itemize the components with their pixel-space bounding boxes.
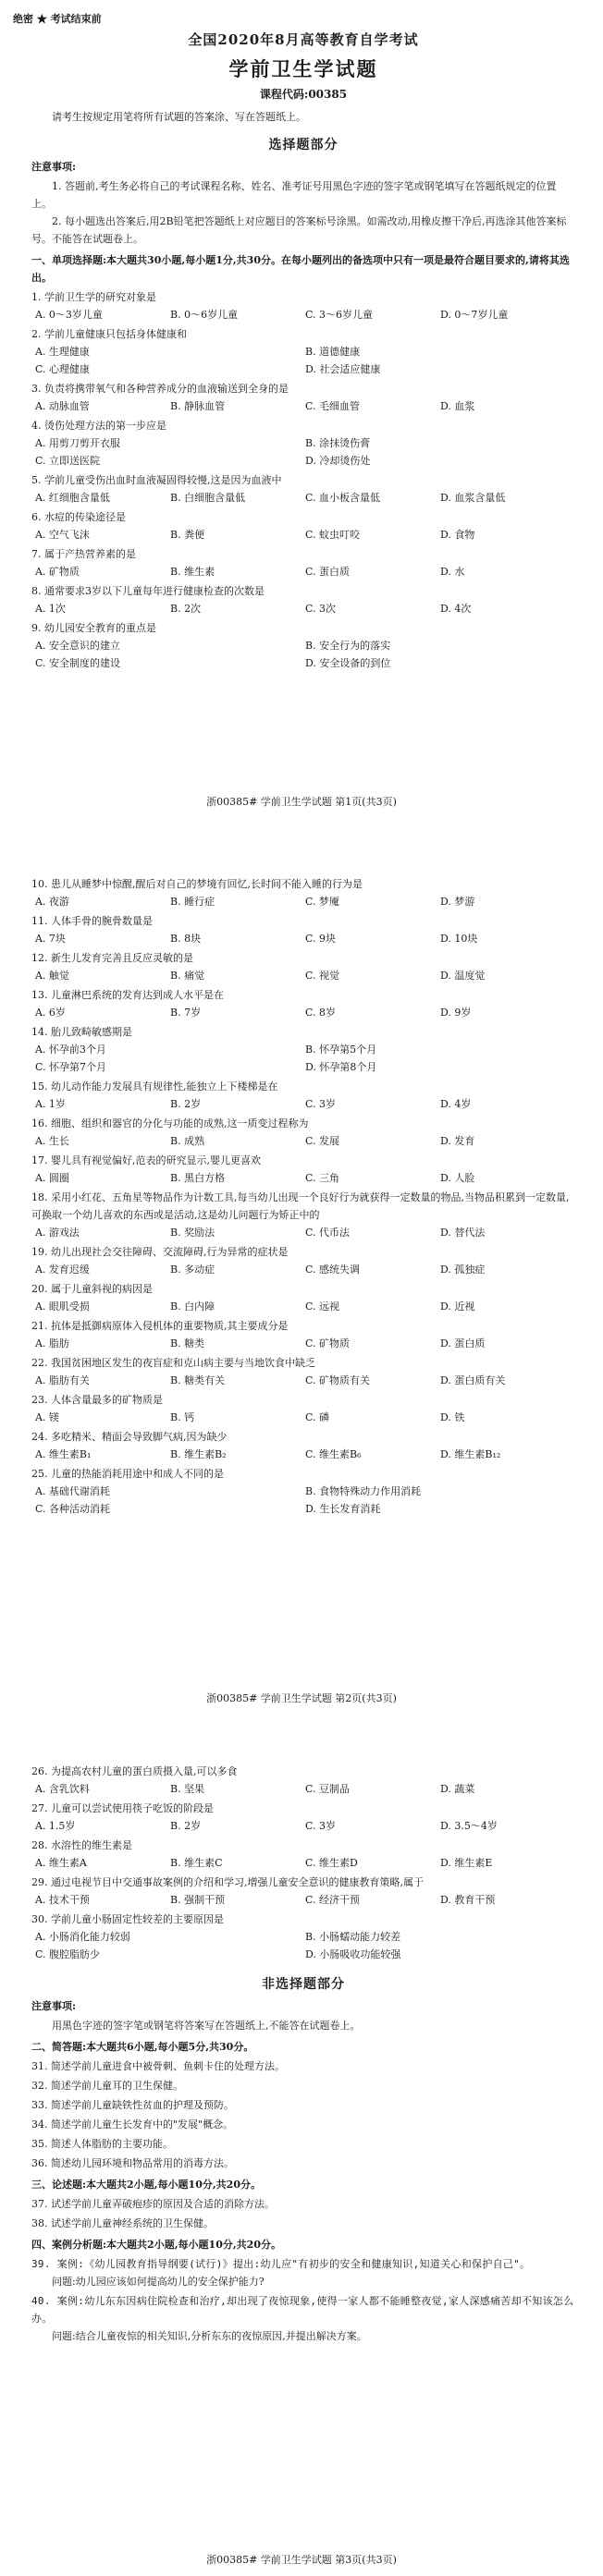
option-d: D. 小肠吸收功能较强 [305, 1948, 401, 1960]
question-options-4 [31, 434, 575, 470]
option-d: D. 铁 [440, 1411, 465, 1423]
page-1 [0, 0, 603, 818]
option-d: D. 蛋白质有关 [440, 1374, 506, 1386]
option-b: B. 钙 [170, 1411, 195, 1423]
short-question-32: 32. 简述学前儿童耳的卫生保健。 [31, 2080, 183, 2092]
question-stem-25: 25. 儿童的热能消耗用途中和成人不同的是 [31, 1468, 224, 1480]
page-footer: 浙00385# 学前卫生学试题 第3页(共3页) [206, 2554, 397, 2566]
option-c: C. 腹腔脂肪少 [35, 1948, 101, 1960]
option-a: A. 1岁 [35, 1098, 66, 1110]
option-d: D. 生长发育消耗 [305, 1503, 381, 1515]
option-b: B. 2岁 [170, 1098, 202, 1110]
objective-note-2: 2. 每小题选出答案后,用2B铅笔把答题纸上对应题目的答案标号涂黑。如需改动,用橡皮擦干净后,再选涂其他答案标号。不能答在试题卷上。 [31, 215, 567, 245]
question-options-28 [31, 1854, 575, 1872]
part1-title: 一、单项选择题:本大题共30小题,每小题1分,共30分。在每小题列出的备选项中只有一项是最符合题目要求的,请将其选出。 [31, 254, 570, 284]
option-b: B. 成熟 [170, 1135, 205, 1147]
option-b: B. 8块 [170, 933, 202, 945]
option-c: C. 维生素D [305, 1857, 358, 1869]
option-b: B. 0～6岁儿童 [170, 309, 239, 321]
option-d: D. 替代法 [440, 1227, 486, 1239]
option-c: C. 三角 [305, 1172, 340, 1184]
option-d: D. 孤独症 [440, 1264, 486, 1276]
page-2 [0, 873, 603, 1715]
option-a: A. 空气飞沫 [35, 529, 90, 541]
page-footer: 浙00385# 学前卫生学试题 第2页(共3页) [206, 1692, 397, 1704]
option-c: C. 8岁 [305, 1007, 337, 1019]
option-a: A. 生长 [35, 1135, 69, 1147]
case-40-text: 40. 案例:幼儿东东因病住院检查和治疗,却出现了夜惊现象,使得一家人都不能睡整夜觉,家人深感痛苦却不知该怎么办。 [31, 2295, 574, 2325]
option-d: D. 维生素B₁₂ [440, 1448, 501, 1460]
option-c: C. 各种活动消耗 [35, 1503, 111, 1515]
option-d: D. 血浆含量低 [440, 492, 506, 504]
question-stem-28: 28. 水溶性的维生素是 [31, 1839, 132, 1851]
question-options-14 [31, 1041, 575, 1076]
option-d: D. 教育干预 [440, 1894, 496, 1906]
option-b: B. 道德健康 [305, 346, 361, 358]
option-d: D. 近视 [440, 1300, 475, 1312]
question-options-6 [31, 526, 575, 543]
option-d: D. 0～7岁儿童 [440, 309, 509, 321]
option-d: D. 怀孕第8个月 [305, 1061, 377, 1073]
option-b: B. 安全行为的落实 [305, 640, 391, 652]
option-c: C. 蛋白质 [305, 566, 351, 578]
option-c: C. 蚊虫叮咬 [305, 529, 361, 541]
option-b: B. 睡行症 [170, 896, 215, 908]
option-a: A. 触觉 [35, 970, 69, 982]
question-stem-8: 8. 通常要求3岁以下儿童每年进行健康检查的次数是 [31, 585, 265, 597]
option-c: C. 怀孕第7个月 [35, 1061, 107, 1073]
question-options-27 [31, 1817, 575, 1835]
short-question-33: 33. 简述学前儿童缺铁性贫血的护理及预防。 [31, 2099, 234, 2111]
case-question-40 [31, 2292, 575, 2327]
option-b: B. 奖励法 [170, 1227, 215, 1239]
option-b: B. 白内障 [170, 1300, 215, 1312]
subject-title: 学前卫生学试题 [228, 57, 378, 80]
option-c: C. 3～6岁儿童 [305, 309, 374, 321]
option-b: B. 粪便 [170, 529, 205, 541]
option-d: D. 蛋白质 [440, 1337, 486, 1349]
question-stem-13: 13. 儿童淋巴系统的发育达到成人水平是在 [31, 989, 224, 1001]
question-stem-14: 14. 胎儿致畸敏感期是 [31, 1026, 132, 1038]
option-b: B. 7岁 [170, 1007, 202, 1019]
option-d: D. 血浆 [440, 400, 475, 412]
option-a: A. 0～3岁儿童 [35, 309, 103, 321]
option-b: B. 白细胞含量低 [170, 492, 246, 504]
option-d: D. 食物 [440, 529, 475, 541]
option-c: C. 豆制品 [305, 1783, 351, 1795]
question-stem-7: 7. 属于产热营养素的是 [31, 548, 136, 560]
question-stem-22: 22. 我国贫困地区发生的夜盲症和克山病主要与当地饮食中缺乏 [31, 1357, 315, 1369]
part3-title: 三、论述题:本大题共2小题,每小题10分,共20分。 [31, 2179, 261, 2191]
question-stem-4: 4. 烫伤处理方法的第一步应是 [31, 420, 166, 432]
short-question-35: 35. 简述人体脂肪的主要功能。 [31, 2138, 173, 2150]
option-d: D. 4岁 [440, 1098, 472, 1110]
option-b: B. 强制干预 [170, 1894, 226, 1906]
option-b: B. 维生素B₂ [170, 1448, 227, 1460]
option-a: A. 动脉血管 [35, 400, 90, 412]
option-c: C. 3次 [305, 603, 337, 615]
question-stem-11: 11. 人体手骨的腕骨数量是 [31, 915, 153, 927]
question-stem-12: 12. 新生儿发育完善且反应灵敏的是 [31, 952, 193, 964]
option-b: B. 静脉血管 [170, 400, 226, 412]
option-a: A. 圆圈 [35, 1172, 69, 1184]
question-stem-21: 21. 抗体是抵御病原体入侵机体的重要物质,其主要成分是 [31, 1320, 289, 1332]
option-c: C. 9块 [305, 933, 337, 945]
option-c: C. 立即送医院 [35, 455, 101, 467]
option-b: B. 糖类有关 [170, 1374, 226, 1386]
option-a: A. 小肠消化能力较弱 [35, 1931, 130, 1943]
question-options-30 [31, 1928, 575, 1963]
question-options-12 [31, 967, 575, 984]
option-b: B. 黑白方格 [170, 1172, 226, 1184]
option-a: A. 技术干预 [35, 1894, 90, 1906]
question-stem-3: 3. 负责将携带氧气和各种营养成分的血液输送到全身的是 [31, 383, 289, 395]
case-question-39 [31, 2255, 575, 2273]
question-list-page3 [31, 1763, 575, 1963]
option-d: D. 社会适应健康 [305, 363, 381, 375]
question-stem-17: 17. 婴儿具有视觉偏好,范表的研究显示,婴儿更喜欢 [31, 1154, 261, 1166]
subjective-notes-heading: 注意事项: [31, 2000, 77, 2012]
question-stem-18: 18. 采用小红花、五角星等物品作为计数工具,每当幼儿出现一个良好行为就获得一定数量的物品,当物品积累到一定数量,可换取一个幼儿喜欢的东西或是活动,这是幼儿问题行为矫正中的 [31, 1191, 570, 1221]
question-stem-24: 24. 多吃精米、精面会导致脚气病,因为缺少 [31, 1431, 228, 1443]
option-a: A. 脂肪有关 [35, 1374, 90, 1386]
question-options-25 [31, 1483, 575, 1518]
option-c: C. 远视 [305, 1300, 340, 1312]
option-a: A. 游戏法 [35, 1227, 80, 1239]
question-options-9 [31, 637, 575, 672]
question-stem-26: 26. 为提高农村儿童的蛋白质摄入量,可以多食 [31, 1765, 238, 1777]
option-b: B. 维生素C [170, 1857, 223, 1869]
option-a: A. 眼肌受损 [35, 1300, 90, 1312]
option-d: D. 蔬菜 [440, 1783, 475, 1795]
question-options-19 [31, 1261, 575, 1278]
option-a: A. 夜游 [35, 896, 69, 908]
option-d: D. 冷却烫伤处 [305, 455, 371, 467]
option-c: C. 感统失调 [305, 1264, 361, 1276]
question-options-16 [31, 1132, 575, 1150]
question-stem-19: 19. 幼儿出现社会交往障碍、交流障碍,行为异常的症状是 [31, 1246, 289, 1258]
subjective-section-title: 非选择题部分 [262, 1977, 345, 1992]
question-options-26 [31, 1780, 575, 1798]
option-d: D. 10块 [440, 933, 478, 945]
option-a: A. 矿物质 [35, 566, 80, 578]
essay-question-37: 37. 试述学前儿童弄破疱疹的原因及合适的消除方法。 [31, 2198, 275, 2210]
option-b: B. 涂抹烫伤膏 [305, 437, 371, 449]
option-a: A. 1.5岁 [35, 1820, 76, 1832]
option-d: D. 发育 [440, 1135, 475, 1147]
option-b: B. 食物特殊动力作用消耗 [305, 1485, 422, 1497]
top-note: 请考生按规定用笔将所有试题的答案涂、写在答题纸上。 [52, 111, 306, 123]
option-a: A. 红细胞含量低 [35, 492, 110, 504]
short-question-31: 31. 简述学前儿童进食中被骨刺、鱼刺卡住的处理方法。 [31, 2060, 285, 2072]
option-c: C. 血小板含量低 [305, 492, 381, 504]
option-a: A. 7块 [35, 933, 66, 945]
option-c: C. 梦魇 [305, 896, 340, 908]
option-a: A. 镁 [35, 1411, 59, 1423]
question-options-15 [31, 1095, 575, 1113]
option-d: D. 9岁 [440, 1007, 472, 1019]
question-stem-2: 2. 学前儿童健康只包括身体健康和 [31, 328, 187, 340]
option-d: D. 维生素E [440, 1857, 493, 1869]
option-b: B. 糖类 [170, 1337, 205, 1349]
secret-mark: 绝密 ★ 考试结束前 [13, 13, 102, 25]
part4-title: 四、案例分析题:本大题共2小题,每小题10分,共20分。 [31, 2239, 281, 2251]
question-options-17 [31, 1169, 575, 1187]
page-footer: 浙00385# 学前卫生学试题 第1页(共3页) [206, 796, 397, 808]
question-options-24 [31, 1446, 575, 1463]
question-options-3 [31, 397, 575, 415]
option-d: D. 梦游 [440, 896, 475, 908]
option-c: C. 磷 [305, 1411, 330, 1423]
option-a: A. 发育迟缓 [35, 1264, 90, 1276]
question-options-7 [31, 563, 575, 580]
option-a: A. 生理健康 [35, 346, 90, 358]
course-code: 课程代码:00385 [259, 88, 348, 101]
option-c: C. 矿物质有关 [305, 1374, 371, 1386]
question-options-5 [31, 489, 575, 507]
question-stem-16: 16. 细胞、组织和器官的分化与功能的成熟,这一质变过程称为 [31, 1117, 309, 1129]
question-options-22 [31, 1372, 575, 1389]
option-a: A. 基础代谢消耗 [35, 1485, 110, 1497]
question-options-11 [31, 930, 575, 947]
option-b: B. 2岁 [170, 1820, 202, 1832]
question-options-23 [31, 1409, 575, 1426]
question-options-18 [31, 1224, 575, 1241]
option-c: C. 安全制度的建设 [35, 657, 121, 669]
short-question-36: 36. 简述幼儿园环境和物品常用的消毒方法。 [31, 2157, 234, 2169]
short-question-34: 34. 简述学前儿童生长发育中的"发展"概念。 [31, 2118, 234, 2130]
case-39-question: 问题:幼儿园应该如何提高幼儿的安全保护能力? [52, 2276, 265, 2288]
option-a: A. 维生素A [35, 1857, 87, 1869]
option-c: C. 矿物质 [305, 1337, 351, 1349]
option-b: B. 坚果 [170, 1783, 205, 1795]
question-options-29 [31, 1891, 575, 1909]
option-c: C. 代币法 [305, 1227, 351, 1239]
option-c: C. 维生素B₆ [305, 1448, 362, 1460]
question-stem-20: 20. 属于儿童斜视的病因是 [31, 1283, 153, 1295]
question-list-page1 [31, 288, 575, 672]
option-c: C. 心理健康 [35, 363, 91, 375]
option-c: C. 3岁 [305, 1820, 337, 1832]
option-c: C. 毛细血管 [305, 400, 361, 412]
option-c: C. 经济干预 [305, 1894, 361, 1906]
option-a: A. 6岁 [35, 1007, 66, 1019]
option-d: D. 水 [440, 566, 465, 578]
option-c: C. 视觉 [305, 970, 340, 982]
option-d: D. 温度觉 [440, 970, 486, 982]
question-options-21 [31, 1335, 575, 1352]
question-stem-29: 29. 通过电视节目中交通事故案例的介绍和学习,增强儿童安全意识的健康教育策略,属于 [31, 1876, 424, 1888]
question-options-13 [31, 1004, 575, 1021]
question-stem-1: 1. 学前卫生学的研究对象是 [31, 291, 156, 303]
question-options-8 [31, 600, 575, 617]
option-b: B. 小肠蠕动能力较差 [305, 1931, 401, 1943]
case-40-question: 问题:结合儿童夜惊的相关知识,分析东东的夜惊原因,并提出解决方案。 [52, 2330, 367, 2342]
question-stem-5: 5. 学前儿童受伤出血时血液凝固得较慢,这是因为血液中 [31, 474, 282, 486]
case-39-text: 39. 案例:《幼儿园教育指导纲要(试行)》提出:幼儿应"有初步的安全和健康知识,知道关心和保护自己"。 [31, 2258, 531, 2270]
page-3 [0, 1761, 603, 2576]
option-d: D. 安全设备的到位 [305, 657, 391, 669]
option-a: A. 1次 [35, 603, 66, 615]
question-stem-10: 10. 患儿从睡梦中惊醒,醒后对自己的梦境有回忆,长时间不能入睡的行为是 [31, 878, 363, 890]
objective-notes-heading: 注意事项: [31, 161, 77, 173]
question-options-20 [31, 1298, 575, 1315]
question-stem-27: 27. 儿童可以尝试使用筷子吃饭的阶段是 [31, 1802, 214, 1814]
question-stem-15: 15. 幼儿动作能力发展具有规律性,能独立上下楼梯是在 [31, 1080, 278, 1093]
option-b: B. 多动症 [170, 1264, 215, 1276]
question-options-2 [31, 343, 575, 378]
option-a: A. 用剪刀剪开衣服 [35, 437, 120, 449]
question-stem-6: 6. 水痘的传染途径是 [31, 511, 126, 523]
option-d: D. 人脸 [440, 1172, 475, 1184]
part2-title: 二、简答题:本大题共6小题,每小题5分,共30分。 [31, 2041, 254, 2053]
question-stem-23: 23. 人体含量最多的矿物质是 [31, 1394, 163, 1406]
option-b: B. 痛觉 [170, 970, 205, 982]
question-stem-30: 30. 学前儿童小肠固定性较差的主要原因是 [31, 1913, 224, 1925]
option-c: C. 3岁 [305, 1098, 337, 1110]
exam-title: 全国2020年8月高等教育自学考试 [188, 31, 419, 48]
option-a: A. 脂肪 [35, 1337, 69, 1349]
option-b: B. 维生素 [170, 566, 215, 578]
question-options-1 [31, 306, 575, 324]
option-b: B. 怀孕第5个月 [305, 1044, 377, 1056]
option-c: C. 发展 [305, 1135, 340, 1147]
option-d: D. 4次 [440, 603, 472, 615]
option-a: A. 维生素B₁ [35, 1448, 92, 1460]
option-a: A. 怀孕前3个月 [35, 1044, 106, 1056]
option-a: A. 含乳饮料 [35, 1783, 90, 1795]
option-b: B. 2次 [170, 603, 202, 615]
question-options-10 [31, 893, 575, 910]
option-a: A. 安全意识的建立 [35, 640, 120, 652]
question-list-page2 [31, 875, 575, 1518]
essay-question-38: 38. 试述学前儿童神经系统的卫生保健。 [31, 2217, 214, 2229]
subjective-note: 用黑色字迹的签字笔或钢笔将答案写在答题纸上,不能答在试题卷上。 [52, 2020, 361, 2032]
option-d: D. 3.5～4岁 [440, 1820, 498, 1832]
objective-note-1: 1. 答题前,考生务必将自己的考试课程名称、姓名、准考证号用黑色字迹的签字笔或钢笔填写在答题纸规定的位置上。 [31, 180, 557, 210]
question-stem-9: 9. 幼儿园安全教育的重点是 [31, 622, 156, 634]
objective-section-title: 选择题部分 [268, 138, 338, 153]
